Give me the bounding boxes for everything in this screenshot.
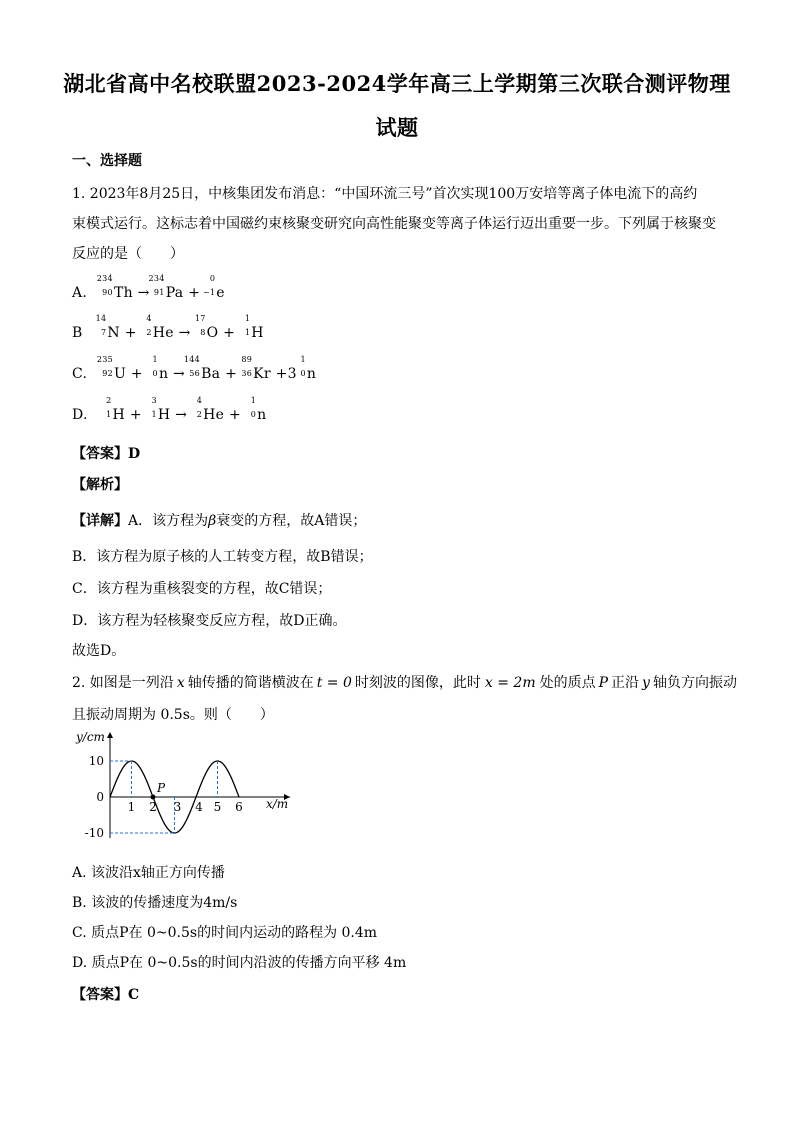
x-tick-label: 3 bbox=[173, 800, 182, 814]
stem-text: 2. 如图是一列沿 bbox=[72, 675, 174, 691]
mass-number: 0 bbox=[209, 274, 216, 283]
atomic-number: 2 bbox=[196, 410, 203, 419]
mass-number: 1 bbox=[244, 314, 251, 323]
q1-option-c: C. 235 92 U + 1 0 n → 144 56 Ba + 89 36 Kr +3 1 0 n bbox=[72, 355, 317, 382]
q2-stem-line2: 且振动周期为 0.5s。则（ ） bbox=[72, 707, 274, 723]
mass-number: 17 bbox=[194, 314, 206, 323]
y-tick-label: 10 bbox=[88, 754, 104, 768]
arrow: → bbox=[173, 366, 186, 382]
point-p-label: P bbox=[157, 781, 166, 795]
option-label: A. bbox=[72, 285, 88, 301]
mass-number: 234 bbox=[148, 274, 165, 283]
q1-detail-line3: C．该方程为重核裂变的方程，故C错误； bbox=[72, 581, 332, 597]
mass-number: 4 bbox=[146, 314, 152, 323]
nuclide-symbol: n bbox=[257, 407, 267, 423]
q1-option-b: B 14 7 N + 4 2 He → 17 8 O + 1 1 H bbox=[72, 314, 264, 341]
page-title: 湖北省高中名校联盟2023-2024学年高三上学期第三次联合测评物理 bbox=[63, 71, 731, 96]
x-axis-label: x/m bbox=[266, 797, 289, 811]
q1-option-a: A. 234 90 Th → 234 91 Pa + 0 −1 e bbox=[72, 274, 225, 301]
nuclide-symbol: Kr bbox=[253, 366, 271, 382]
detail-text: 衰变的方程，故A错误； bbox=[216, 513, 367, 529]
q2-stem-line1 bbox=[72, 672, 737, 692]
x-tick-label: 6 bbox=[235, 800, 243, 814]
mass-number: 1 bbox=[300, 355, 306, 364]
arrow: → bbox=[175, 407, 188, 423]
q1-stem-line2: 束模式运行。这标志着中国磁约束核聚变研究向高性能聚变等离子体运行迈出重要一步。下列属于核聚变 bbox=[72, 216, 716, 232]
atomic-number: 0 bbox=[152, 369, 158, 378]
option-label: C. bbox=[72, 366, 88, 382]
atomic-number: 8 bbox=[200, 328, 206, 337]
point-p bbox=[151, 795, 156, 800]
q1-analysis-tag: 【解析】 bbox=[72, 477, 128, 493]
arrow: → bbox=[137, 285, 150, 301]
q1-conclusion: 故选D。 bbox=[72, 643, 126, 659]
x-tick-label: 2 bbox=[149, 800, 157, 814]
mass-number: 2 bbox=[106, 396, 112, 405]
q1-answer: 【答案】D bbox=[72, 446, 141, 462]
x-tick-label: 4 bbox=[195, 800, 203, 814]
y-tick-label: 0 bbox=[96, 790, 104, 804]
nuclide-symbol: n bbox=[306, 366, 317, 382]
coefficient: 3 bbox=[287, 366, 297, 382]
x-tick-label: 5 bbox=[213, 800, 222, 814]
x-tick-label: 1 bbox=[127, 800, 136, 814]
nuclide-symbol: H bbox=[112, 407, 126, 423]
atomic-number: 1 bbox=[106, 410, 112, 419]
atomic-number: 2 bbox=[146, 328, 152, 337]
stem-var: y bbox=[642, 675, 650, 691]
nuclide-symbol: He bbox=[203, 407, 225, 423]
nuclide-symbol: e bbox=[216, 285, 225, 301]
wave-chart bbox=[68, 726, 298, 844]
nuclide-symbol: Pa bbox=[165, 285, 184, 301]
mass-number: 3 bbox=[151, 396, 157, 405]
q2-option-c: C. 质点P在 0~0.5s的时间内运动的路程为 0.4m bbox=[72, 925, 378, 941]
stem-text: 轴负方向振动 bbox=[652, 675, 737, 691]
stem-text: 轴传播的简谐横波在 bbox=[187, 675, 314, 691]
nuclide-symbol: Th bbox=[113, 285, 133, 301]
mass-number: 14 bbox=[95, 314, 107, 323]
mass-number: 235 bbox=[96, 355, 114, 364]
stem-text: 正沿 bbox=[611, 675, 640, 691]
y-axis-label: y/cm bbox=[76, 730, 105, 744]
option-label: D. bbox=[72, 407, 88, 423]
mass-number: 4 bbox=[196, 396, 203, 405]
atomic-number: −1 bbox=[202, 288, 216, 297]
q2-option-a: A. 该波沿x轴正方向传播 bbox=[72, 865, 225, 881]
y-axis-arrow bbox=[107, 732, 113, 738]
q2-option-d: D. 质点P在 0~0.5s的时间内沿波的传播方向平移 4m bbox=[72, 955, 407, 971]
nuclide-symbol: O bbox=[206, 325, 219, 341]
mass-number: 234 bbox=[96, 274, 113, 283]
stem-var: x bbox=[176, 675, 185, 691]
mass-number: 144 bbox=[183, 355, 201, 364]
stem-var: x = 2m bbox=[484, 675, 536, 691]
atomic-number: 56 bbox=[189, 369, 201, 378]
nuclide-symbol: U bbox=[114, 366, 127, 382]
section-heading: 一、选择题 bbox=[72, 153, 142, 169]
option-label: B bbox=[72, 325, 83, 341]
atomic-number: 0 bbox=[250, 410, 257, 419]
q1-detail-line2: B．该方程为原子核的人工转变方程，故B错误； bbox=[72, 549, 373, 565]
detail-text: A．该方程为 bbox=[128, 513, 209, 529]
atomic-number: 91 bbox=[153, 288, 165, 297]
atomic-number: 36 bbox=[241, 369, 253, 378]
mass-number: 1 bbox=[152, 355, 158, 364]
q1-detail-line4: D．该方程为轻核聚变反应方程，故D正确。 bbox=[72, 613, 347, 629]
atomic-number: 90 bbox=[102, 288, 113, 297]
arrow: → bbox=[178, 325, 191, 341]
atomic-number: 92 bbox=[102, 369, 114, 378]
q2-answer: 【答案】C bbox=[72, 987, 140, 1003]
atomic-number: 7 bbox=[100, 328, 107, 337]
nuclide-symbol: n bbox=[158, 366, 169, 382]
nuclide-symbol: He bbox=[152, 325, 174, 341]
detail-tag: 【详解】 bbox=[72, 513, 128, 529]
stem-text: 时刻波的图像，此时 bbox=[354, 675, 481, 691]
nuclide-symbol: H bbox=[251, 325, 264, 341]
q1-detail-line1 bbox=[72, 510, 366, 530]
mass-number: 89 bbox=[241, 355, 253, 364]
q1-stem-line3: 反应的是（ ） bbox=[72, 246, 184, 262]
nuclide-symbol: N bbox=[107, 325, 120, 341]
atomic-number: 1 bbox=[244, 328, 251, 337]
atomic-number: 0 bbox=[300, 369, 306, 378]
stem-var: t = 0 bbox=[316, 675, 352, 691]
mass-number: 1 bbox=[250, 396, 257, 405]
stem-var: P bbox=[598, 675, 609, 691]
q1-stem-line1: 1. 2023年8月25日，中核集团发布消息：“中国环流三号”首次实现100万安培等离子体电流下的高约 bbox=[72, 186, 698, 202]
q1-option-d: D. 2 1 H + 3 1 H → 4 2 He + 1 0 n bbox=[72, 396, 267, 423]
stem-text: 处的质点 bbox=[539, 675, 596, 691]
atomic-number: 1 bbox=[151, 410, 157, 419]
nuclide-symbol: H bbox=[157, 407, 171, 423]
page-title-cont: 试题 bbox=[375, 115, 419, 140]
beta-symbol: β bbox=[208, 513, 217, 529]
q2-option-b: B. 该波的传播速度为4m/s bbox=[72, 895, 238, 911]
y-tick-label: -10 bbox=[84, 826, 104, 840]
nuclide-symbol: Ba bbox=[201, 366, 221, 382]
